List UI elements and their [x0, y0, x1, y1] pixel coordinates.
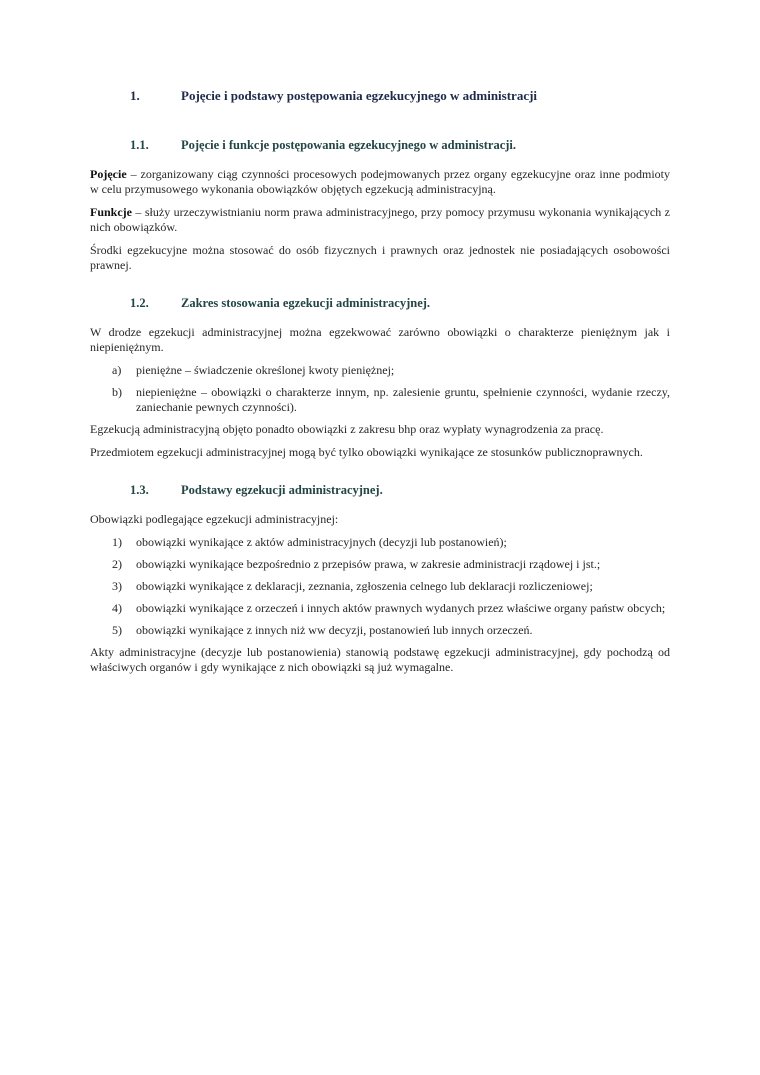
bhp-paragraph: Egzekucją administracyjną objęto ponadto obowiązki z zakresu bhp oraz wypłaty wynagrodzenia za pracę. [90, 422, 604, 436]
zakres-list [90, 363, 670, 415]
list-item [90, 579, 670, 594]
list-item-text: niepieniężne – obowiązki o charakterze innym, np. zalesienie gruntu, spełnienie czynności, wydanie rzeczy, zaniechanie pewnych czynności). [136, 385, 670, 414]
funkcje-term: Funkcje [90, 205, 132, 219]
funkcje-paragraph [90, 205, 670, 235]
list-item-marker: 3) [112, 579, 122, 593]
pojecie-term: Pojęcie [90, 167, 127, 181]
section-1-3-title: Podstawy egzekucji administracyjnej. [181, 483, 383, 497]
section-1-title: Pojęcie i podstawy postępowania egzekucyjnego w administracji [181, 88, 538, 103]
section-1-1-number: 1.1. [130, 138, 149, 152]
list-item-text: obowiązki wynikające z innych niż ww decyzji, postanowień lub innych orzeczeń. [136, 623, 533, 637]
podstawy-list [90, 535, 670, 638]
list-item-marker: 5) [112, 623, 122, 637]
akty-paragraph: Akty administracyjne (decyzje lub postanowienia) stanowią podstawę egzekucji administracyjnej, gdy pochodzą od właściwych organów i gdy wynikające z nich obowiązki są już wymagalne. [90, 645, 670, 674]
section-1-1-heading [130, 138, 670, 153]
zakres-intro-paragraph: W drodze egzekucji administracyjnej można egzekwować zarówno obowiązki o charakterze pieniężnym jak i niepieniężnym. [90, 325, 670, 354]
pojecie-paragraph [90, 167, 670, 197]
document-content [90, 88, 670, 683]
section-1-1-title: Pojęcie i funkcje postępowania egzekucyjnego w administracji. [181, 138, 517, 152]
list-item-marker: a) [112, 363, 122, 377]
list-item-marker: 1) [112, 535, 122, 549]
podstawy-intro-paragraph: Obowiązki podlegające egzekucji administracyjnej: [90, 512, 339, 526]
list-item-text: obowiązki wynikające z orzeczeń i innych aktów prawnych wydanych przez właściwe organy państw obcych; [136, 601, 666, 615]
list-item-text: pieniężne – świadczenie określonej kwoty pieniężnej; [136, 363, 395, 377]
section-1-heading [130, 88, 670, 104]
list-item-marker: b) [112, 385, 122, 399]
list-item-marker: 4) [112, 601, 122, 615]
funkcje-text: – służy urzeczywistnianiu norm prawa administracyjnego, przy pomocy przymusu wykonania wynikających z nich obowiązków. [90, 205, 670, 234]
przedmiotem-paragraph: Przedmiotem egzekucji administracyjnej mogą być tylko obowiązki wynikające ze stosunków publicznoprawnych. [90, 445, 643, 459]
section-1-2-number: 1.2. [130, 296, 149, 310]
section-1-3-number: 1.3. [130, 483, 149, 497]
section-1-2-title: Zakres stosowania egzekucji administracyjnej. [181, 296, 431, 310]
srodki-paragraph: Środki egzekucyjne można stosować do osób fizycznych i prawnych oraz jednostek nie posiadających osobowości prawnej. [90, 243, 670, 272]
list-item [90, 535, 670, 550]
list-item [90, 557, 670, 572]
list-item-marker: 2) [112, 557, 122, 571]
section-gap [90, 468, 670, 483]
list-item [90, 623, 670, 638]
list-item-text: obowiązki wynikające bezpośrednio z przepisów prawa, w zakresie administracji rządowej i jst.; [136, 557, 601, 571]
list-item-text: obowiązki wynikające z deklaracji, zeznania, zgłoszenia celnego lub deklaracji rozliczeniowej; [136, 579, 593, 593]
section-1-2-heading [130, 296, 670, 311]
pojecie-text: – zorganizowany ciąg czynności procesowych podejmowanych przez organy egzekucyjne oraz inne podmioty w celu przymusowego wykonania obowiązków objętych egzekucją administracyjną. [90, 167, 670, 196]
list-item-text: obowiązki wynikające z aktów administracyjnych (decyzji lub postanowień); [136, 535, 507, 549]
list-item [90, 363, 670, 378]
section-1-3-heading [130, 483, 670, 498]
section-1-number: 1. [130, 88, 140, 103]
list-item [90, 601, 670, 616]
section-gap [90, 281, 670, 296]
list-item [90, 385, 670, 415]
